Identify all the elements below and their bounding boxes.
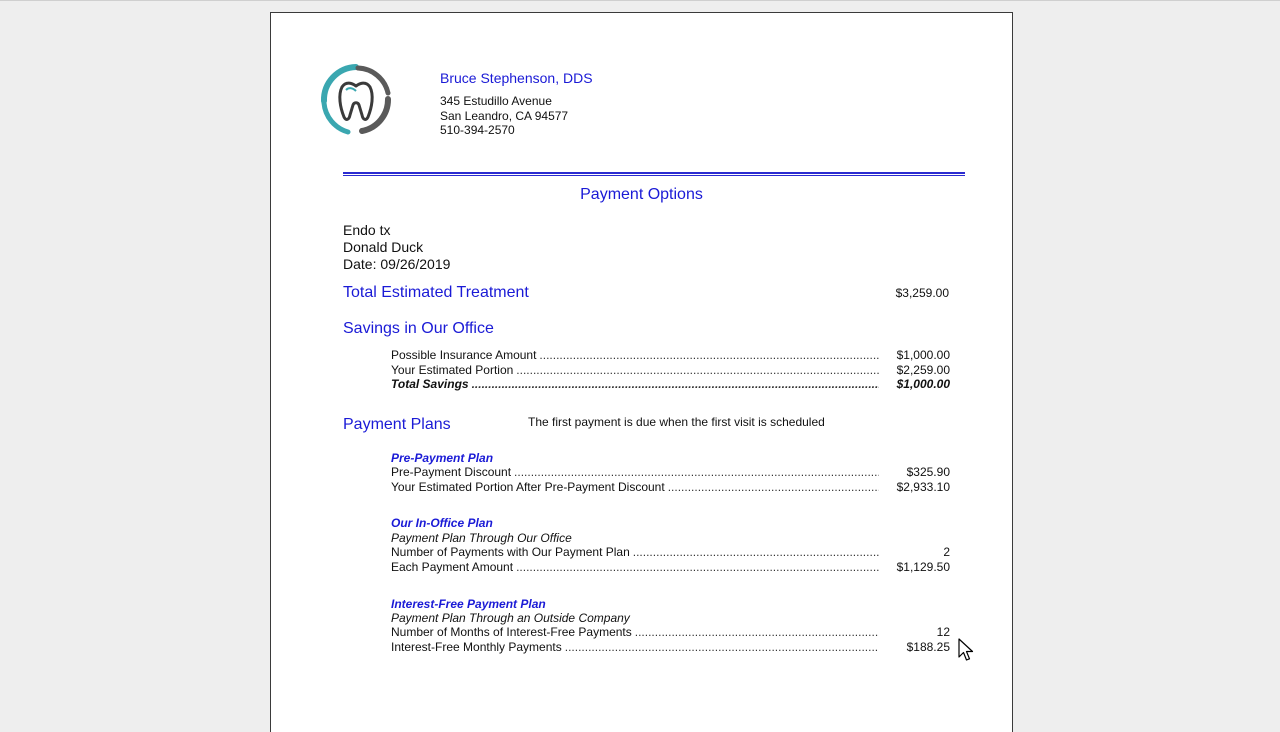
practice-address-line2: San Leandro, CA 94577 [440,109,569,123]
patient-name: Donald Duck [343,239,424,255]
prepayment-plan-heading: Pre-Payment Plan [391,451,494,465]
row-label: Interest-Free Monthly Payments [391,640,562,654]
row-value: $1,000.00 [896,348,950,362]
document-date: Date: 09/26/2019 [343,256,451,272]
row-value: $1,129.50 [896,560,950,574]
total-estimated-value: $3,259.00 [895,286,949,300]
row-value: $1,000.00 [896,377,950,391]
prepay-row-discount [391,465,950,480]
row-value: $2,259.00 [896,363,950,377]
savings-row-total [391,377,950,392]
payment-plans-heading: Payment Plans [343,416,451,433]
leader-dots [565,640,879,654]
practice-address-line1: 345 Estudillo Avenue [440,94,552,108]
tooth-logo-icon [318,63,394,135]
inoffice-row-count [391,545,950,560]
row-label: Your Estimated Portion After Pre-Payment Discount [391,480,665,494]
savings-heading: Savings in Our Office [343,320,494,337]
practice-phone: 510-394-2570 [440,123,515,137]
row-value: $188.25 [906,640,950,654]
first-payment-note: The first payment is due when the first visit is scheduled [528,415,825,429]
leader-dots [633,545,879,559]
row-value: $2,933.10 [896,480,950,494]
inoffice-plan-subtitle: Payment Plan Through Our Office [391,531,572,545]
interestfree-row-months [391,625,950,640]
leader-dots [516,363,879,377]
inoffice-row-amount [391,560,950,575]
document-page [270,12,1013,732]
mouse-pointer-icon [958,638,974,662]
practice-name: Bruce Stephenson, DDS [440,70,593,86]
leader-dots [472,377,879,391]
row-value: 12 [936,625,950,639]
row-label: Your Estimated Portion [391,363,514,377]
row-label: Possible Insurance Amount [391,348,537,362]
leader-dots [668,480,879,494]
interestfree-plan-subtitle: Payment Plan Through an Outside Company [391,611,630,625]
savings-row-portion [391,363,950,378]
leader-dots [516,560,879,574]
document-title: Payment Options [580,186,703,203]
interestfree-row-monthly [391,640,950,655]
prepay-row-portion [391,480,950,495]
row-label: Number of Payments with Our Payment Plan [391,545,630,559]
interestfree-plan-heading: Interest-Free Payment Plan [391,597,546,611]
row-label: Pre-Payment Discount [391,465,512,479]
leader-dots [514,465,879,479]
header-divider [343,172,965,176]
leader-dots [635,625,879,639]
row-value: 2 [943,545,950,559]
row-label: Each Payment Amount [391,560,514,574]
leader-dots [539,348,879,362]
total-estimated-heading: Total Estimated Treatment [343,284,529,301]
row-label: Number of Months of Interest-Free Payments [391,625,632,639]
window-top-border [0,0,1280,1]
savings-row-insurance [391,348,950,363]
treatment-name: Endo tx [343,222,391,238]
row-value: $325.90 [906,465,950,479]
row-label: Total Savings [391,377,469,391]
inoffice-plan-heading: Our In-Office Plan [391,516,493,530]
